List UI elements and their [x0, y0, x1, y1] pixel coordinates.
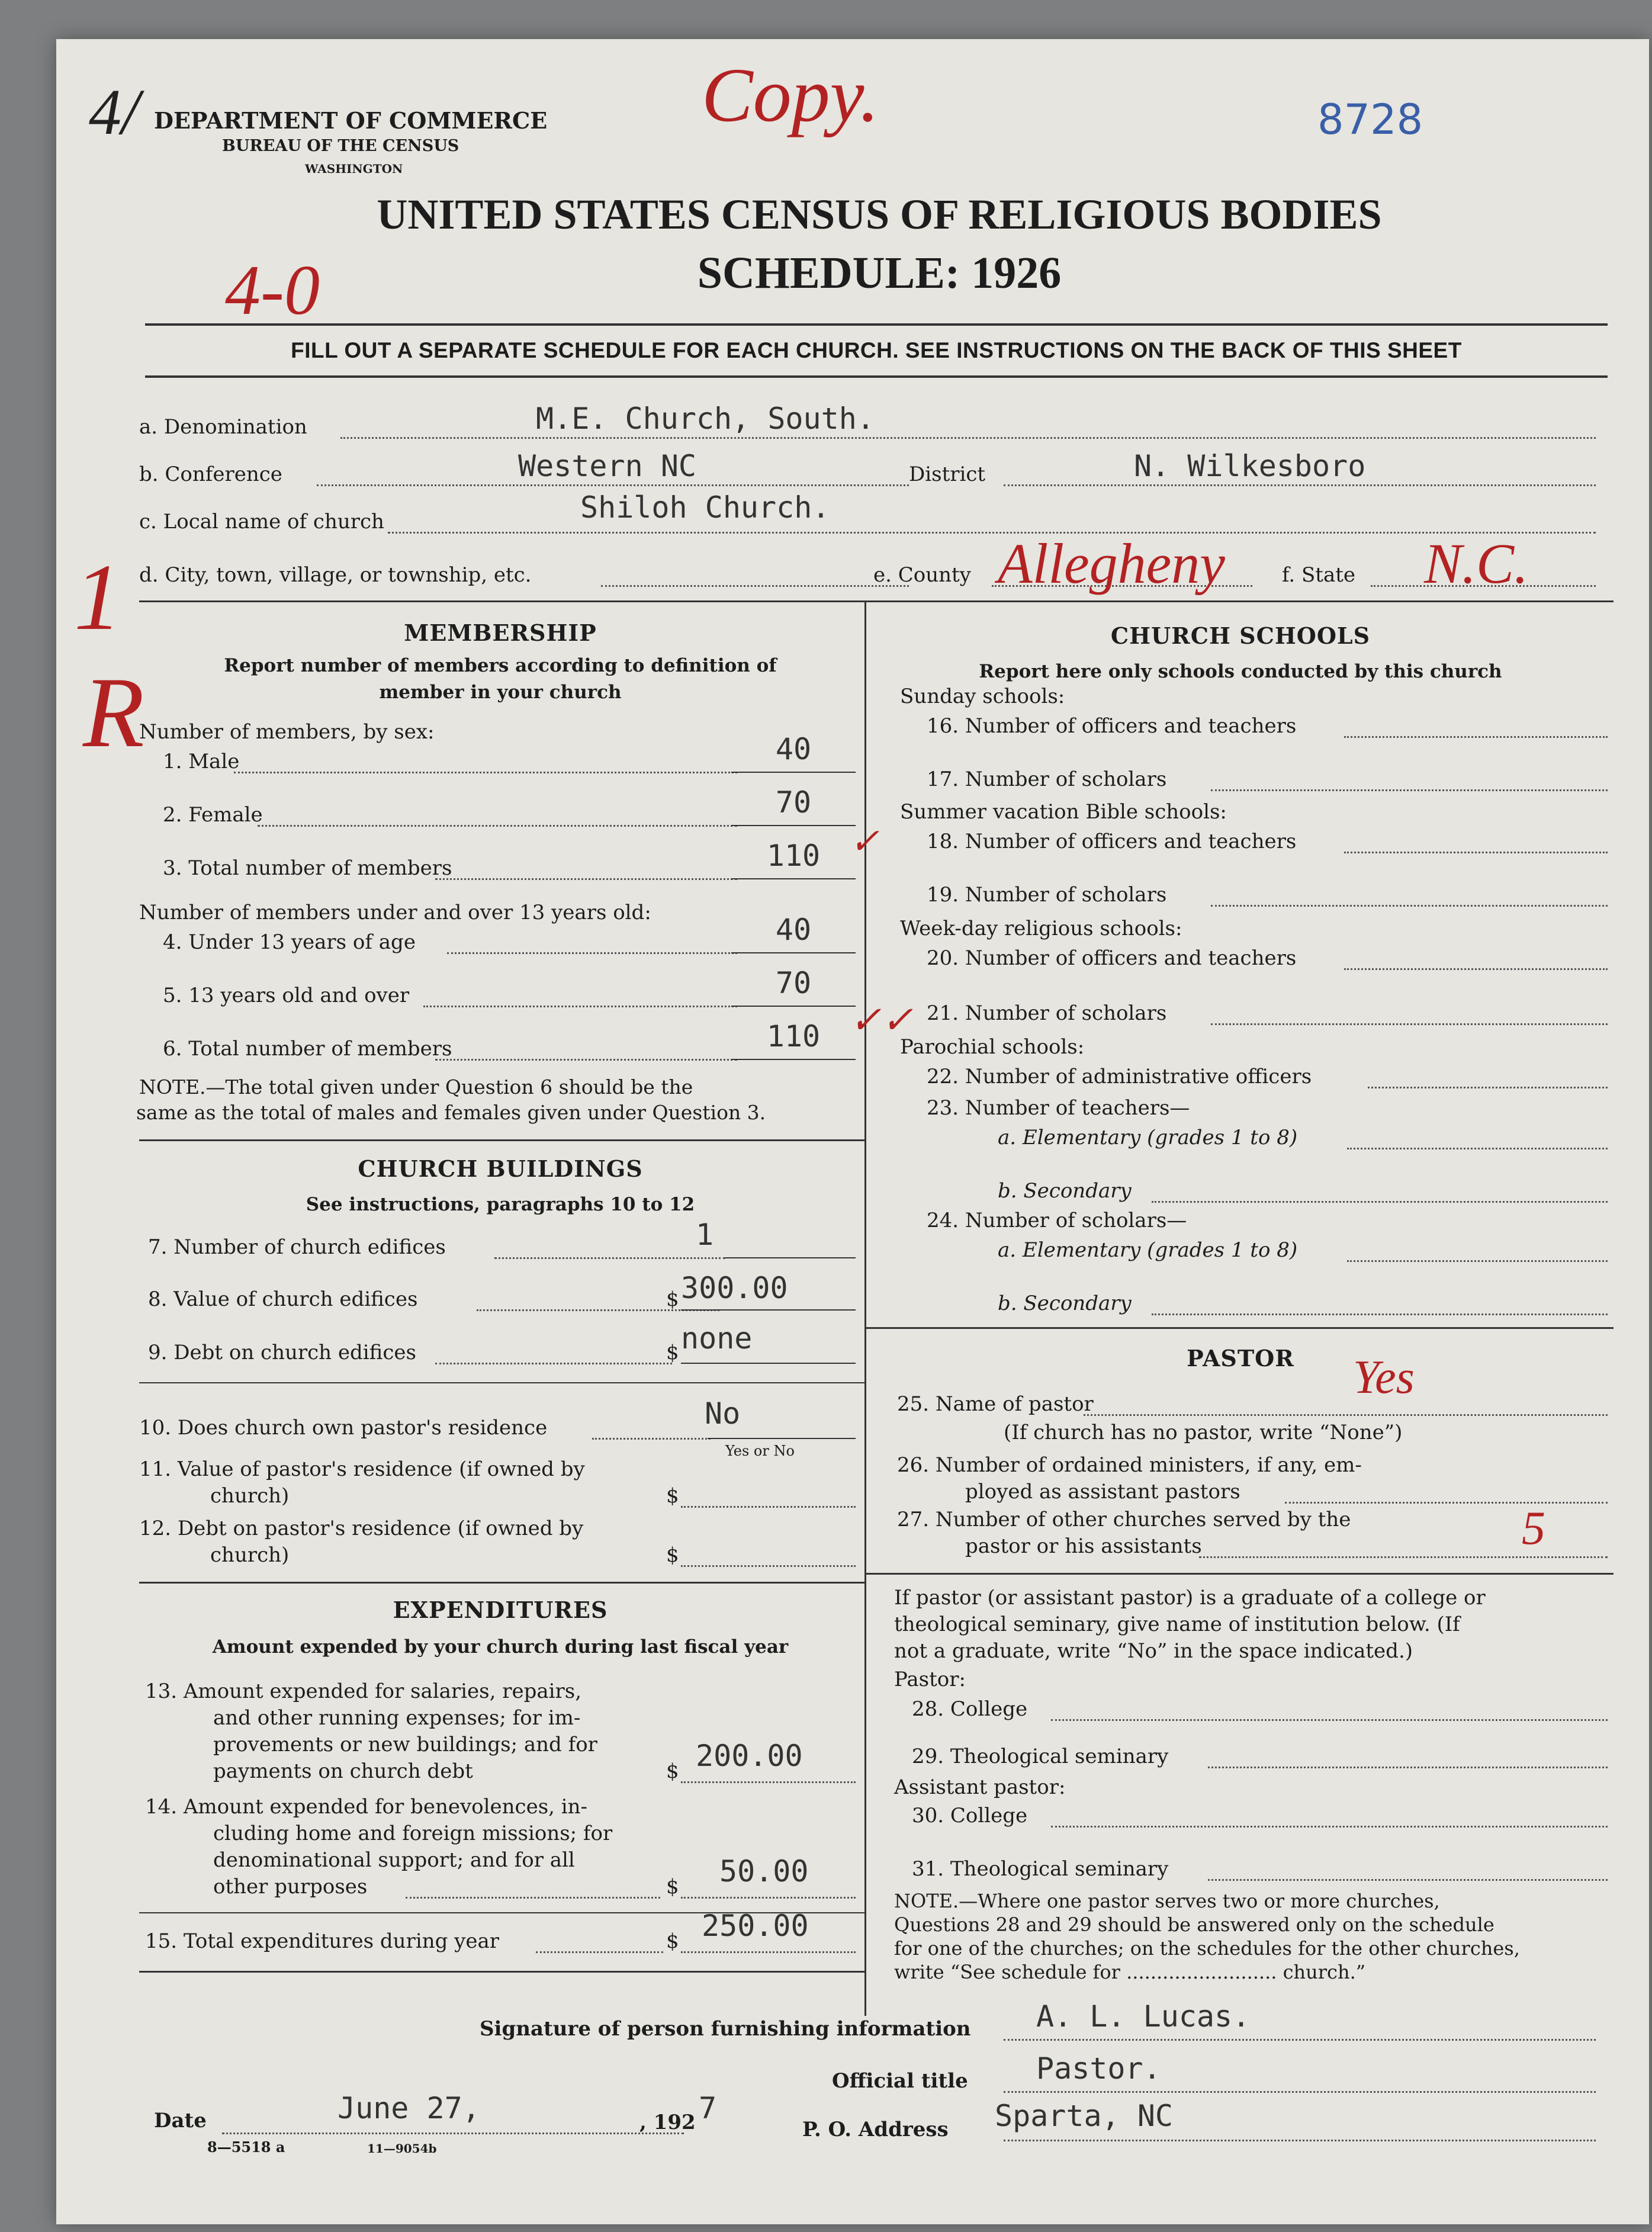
q10-dots	[592, 1438, 711, 1440]
q6-label: 6. Total number of members	[163, 1037, 452, 1061]
q27-line	[1199, 1556, 1608, 1558]
q10-label: 10. Does church own pastor's residence	[139, 1416, 548, 1440]
q17-line[interactable]	[1211, 789, 1608, 791]
q29-label: 29. Theological seminary	[912, 1745, 1169, 1768]
q11-line	[681, 1506, 856, 1508]
q30-line[interactable]	[1051, 1826, 1608, 1828]
q8-line	[681, 1309, 856, 1311]
q5-line	[731, 1006, 856, 1007]
pastor-sub-label: Pastor:	[894, 1668, 966, 1691]
signature-value[interactable]: A. L. Lucas.	[1036, 1999, 1251, 2034]
q28-label: 28. College	[912, 1697, 1028, 1721]
pastor-note-3: for one of the churches; on the schedules for the other churches,	[894, 1937, 1520, 1960]
q15-label: 15. Total expenditures during year	[145, 1929, 500, 1953]
q24-label: 24. Number of scholars—	[927, 1209, 1187, 1232]
city-line	[601, 585, 909, 587]
q23b-line[interactable]	[1152, 1201, 1608, 1203]
denomination-value[interactable]: M.E. Church, South.	[536, 402, 875, 436]
pastor-title: PASTOR	[1187, 1345, 1294, 1372]
q14-value-line	[681, 1897, 856, 1899]
q24b-line[interactable]	[1152, 1313, 1608, 1315]
q18-label: 18. Number of officers and teachers	[927, 830, 1297, 853]
q21-label: 21. Number of scholars	[927, 1001, 1167, 1025]
q9-line	[681, 1363, 856, 1364]
q4-value[interactable]: 40	[775, 913, 812, 947]
q28-line[interactable]	[1051, 1719, 1608, 1721]
form-subtitle: SCHEDULE: 1926	[697, 248, 1062, 298]
header-rule	[145, 323, 1608, 326]
pastor-note-4b: .........................	[1126, 1961, 1277, 1983]
q3-line	[731, 878, 856, 879]
city-label: d. City, town, village, or township, etc.	[139, 563, 532, 587]
q14-line-4: other purposes	[213, 1875, 368, 1899]
q4-dots	[447, 952, 737, 954]
q8-value[interactable]: 300.00	[681, 1271, 788, 1305]
summer-schools-label: Summer vacation Bible schools:	[900, 800, 1227, 824]
membership-intro-1: Report number of members according to definition of	[224, 655, 777, 676]
conference-line	[317, 484, 909, 486]
q9-value[interactable]: none	[681, 1321, 753, 1356]
schools-bottom-rule	[864, 1327, 1614, 1329]
q22-line[interactable]	[1368, 1087, 1608, 1088]
membership-bottom-rule	[139, 1139, 864, 1141]
q11-label-2: church)	[210, 1484, 290, 1508]
q16-label: 16. Number of officers and teachers	[927, 714, 1297, 738]
pastor-mid-rule	[864, 1573, 1614, 1575]
q17-label: 17. Number of scholars	[927, 767, 1167, 791]
q3-value[interactable]: 110	[766, 839, 821, 873]
official-title-value[interactable]: Pastor.	[1036, 2051, 1161, 2086]
q23b-label: b. Secondary	[998, 1179, 1132, 1203]
q18-line[interactable]	[1344, 852, 1608, 853]
q14-line-2: cluding home and foreign missions; for	[213, 1822, 613, 1845]
pastor-note-1: NOTE.—Where one pastor serves two or more churches,	[894, 1890, 1440, 1912]
members-by-sex-label: Number of members, by sex:	[139, 720, 435, 744]
q13-value[interactable]: 200.00	[696, 1739, 803, 1773]
q1-value[interactable]: 40	[775, 732, 812, 766]
q10-hint: Yes or No	[725, 1443, 795, 1459]
q25-value[interactable]: Yes	[1353, 1351, 1415, 1404]
membership-intro-2: member in your church	[379, 682, 622, 703]
q16-line[interactable]	[1344, 736, 1608, 738]
instruction-banner: FILL OUT A SEPARATE SCHEDULE FOR EACH CHURCH. SEE INSTRUCTIONS ON THE BACK OF THIS SHEET	[291, 338, 1462, 362]
local-name-value[interactable]: Shiloh Church.	[580, 490, 830, 525]
census-schedule-sheet	[56, 39, 1649, 2224]
pastor-note-2: Questions 28 and 29 should be answered only on the schedule	[894, 1913, 1494, 1936]
q26-label-2: ployed as assistant pastors	[965, 1480, 1240, 1504]
q7-dots	[494, 1257, 725, 1259]
county-value[interactable]: Allegheny	[998, 532, 1225, 595]
q14-line-1: 14. Amount expended for benevolences, in-	[145, 1795, 588, 1819]
q15-dots	[536, 1951, 663, 1953]
q26-label-1: 26. Number of ordained ministers, if any, em-	[897, 1453, 1362, 1477]
date-value[interactable]: June 27,	[338, 2091, 480, 2125]
q1-line	[731, 772, 856, 773]
q12-label-1: 12. Debt on pastor's residence (if owned by	[139, 1517, 584, 1540]
q1-label: 1. Male	[163, 750, 240, 773]
q2-value[interactable]: 70	[775, 785, 812, 820]
membership-note-1: NOTE.—The total given under Question 6 should be the	[139, 1075, 693, 1099]
check-mark-one: 1	[74, 544, 121, 650]
q6-line	[731, 1059, 856, 1060]
parochial-schools-label: Parochial schools:	[900, 1035, 1085, 1059]
code-mark: 4-0	[225, 251, 320, 329]
q15-value-line	[681, 1951, 856, 1953]
date-label: Date	[154, 2109, 207, 2133]
q24b-label: b. Secondary	[998, 1292, 1132, 1315]
conference-label: b. Conference	[139, 463, 282, 486]
q15-value[interactable]: 250.00	[702, 1909, 809, 1943]
q10-value[interactable]: No	[705, 1396, 741, 1431]
q6-value[interactable]: 110	[766, 1019, 821, 1054]
membership-note-2: same as the total of males and females given under Question 3.	[136, 1101, 766, 1124]
state-value[interactable]: N.C.	[1424, 532, 1529, 595]
district-value[interactable]: N. Wilkesboro	[1134, 449, 1366, 483]
q4-line	[731, 952, 856, 953]
q15-dollar: $	[666, 1929, 679, 1953]
q14-value[interactable]: 50.00	[719, 1854, 809, 1889]
q14-dots	[406, 1897, 660, 1899]
state-label: f. State	[1282, 563, 1355, 587]
expenditures-title: EXPENDITURES	[393, 1597, 608, 1623]
q26-line[interactable]	[1285, 1502, 1608, 1504]
q8-dollar: $	[666, 1287, 679, 1311]
conference-value[interactable]: Western NC	[518, 449, 697, 483]
identity-bottom-rule	[139, 600, 1614, 602]
form-title: UNITED STATES CENSUS OF RELIGIOUS BODIES	[377, 191, 1382, 238]
members-by-age-label: Number of members under and over 13 years old:	[139, 901, 651, 924]
signature-label: Signature of person furnishing information	[480, 2017, 971, 2041]
q9-dots	[435, 1363, 672, 1364]
expenditures-subtitle: Amount expended by your church during last fiscal year	[212, 1636, 789, 1658]
q3-dots	[435, 878, 737, 880]
assistant-sub-label: Assistant pastor:	[894, 1775, 1066, 1799]
left-bottom-rule	[139, 1971, 864, 1973]
q27-label-1: 27. Number of other churches served by the	[897, 1508, 1351, 1531]
year-value[interactable]: 7	[699, 2091, 717, 2125]
q12-line	[681, 1565, 856, 1567]
q3-check: ✓	[850, 822, 880, 861]
denomination-label: a. Denomination	[139, 415, 307, 439]
q9-label: 9. Debt on church edifices	[148, 1341, 416, 1364]
sunday-schools-label: Sunday schools:	[900, 685, 1065, 708]
buildings-title: CHURCH BUILDINGS	[358, 1155, 643, 1182]
pastor-note-4c: church.”	[1283, 1961, 1366, 1983]
district-label: District	[909, 463, 986, 486]
schools-title: CHURCH SCHOOLS	[1110, 622, 1371, 649]
q23a-label: a. Elementary (grades 1 to 8)	[998, 1126, 1298, 1149]
buildings-mid-rule	[139, 1382, 864, 1383]
q7-line	[725, 1257, 856, 1258]
pastor-note-4	[894, 1961, 1365, 1983]
local-name-line	[388, 532, 1596, 534]
q11-label-1: 11. Value of pastor's residence (if owned by	[139, 1457, 585, 1481]
banner-rule	[145, 375, 1608, 378]
corner-mark: 4/	[89, 76, 140, 148]
q27-label-2: pastor or his assistants	[965, 1534, 1202, 1558]
county-label: e. County	[873, 563, 971, 587]
city-name: WASHINGTON	[305, 162, 403, 176]
q23a-line[interactable]	[1347, 1148, 1608, 1149]
q5-value[interactable]: 70	[775, 966, 812, 1000]
form-code: 8—5518 a	[207, 2138, 285, 2156]
q22-label: 22. Number of administrative officers	[927, 1065, 1312, 1088]
q13-value-line	[681, 1781, 856, 1783]
year-prefix: , 192	[639, 2111, 696, 2134]
q13-line-2: and other running expenses; for im-	[213, 1706, 581, 1730]
grad-note-1: If pastor (or assistant pastor) is a graduate of a college or	[894, 1586, 1486, 1610]
q6-dots	[435, 1059, 737, 1061]
q2-label: 2. Female	[163, 803, 263, 827]
grad-note-3: not a graduate, write “No” in the space indicated.)	[894, 1639, 1413, 1663]
q6-check: ✓✓	[850, 999, 914, 1041]
q10-line	[708, 1438, 856, 1439]
district-line	[1004, 484, 1596, 486]
q25-note: (If church has no pastor, write “None”)	[1004, 1421, 1403, 1444]
pastor-note-4a: write “See schedule for	[894, 1961, 1120, 1983]
buildings-subtitle: See instructions, paragraphs 10 to 12	[306, 1194, 695, 1215]
q20-label: 20. Number of officers and teachers	[927, 946, 1297, 970]
q4-label: 4. Under 13 years of age	[163, 930, 416, 954]
bureau-name: BUREAU OF THE CENSUS	[222, 137, 459, 155]
q21-line[interactable]	[1211, 1023, 1608, 1025]
column-divider	[864, 600, 866, 2016]
q19-line[interactable]	[1211, 905, 1608, 907]
membership-title: MEMBERSHIP	[404, 619, 597, 646]
q20-line[interactable]	[1344, 968, 1608, 970]
buildings-bottom-rule	[139, 1582, 864, 1584]
stamp-number: 8728	[1317, 95, 1423, 144]
official-title-label: Official title	[832, 2069, 968, 2093]
q31-line[interactable]	[1208, 1879, 1608, 1881]
q27-value[interactable]: 5	[1522, 1502, 1545, 1555]
q25-label: 25. Name of pastor	[897, 1392, 1094, 1416]
po-address-label: P. O. Address	[802, 2118, 949, 2141]
weekday-schools-label: Week-day religious schools:	[900, 917, 1182, 940]
signature-line	[1004, 2039, 1596, 2041]
denomination-line	[340, 437, 1596, 439]
q2-dots	[258, 825, 737, 827]
q24a-line[interactable]	[1347, 1260, 1608, 1262]
q13-dollar: $	[666, 1759, 679, 1783]
department-name: DEPARTMENT OF COMMERCE	[154, 107, 548, 134]
date-line	[222, 2133, 684, 2134]
q29-line[interactable]	[1208, 1767, 1608, 1768]
q12-label-2: church)	[210, 1543, 290, 1567]
local-name-label: c. Local name of church	[139, 510, 384, 534]
q5-dots	[423, 1006, 737, 1007]
q23-label: 23. Number of teachers—	[927, 1096, 1190, 1120]
q13-line-1: 13. Amount expended for salaries, repairs,	[145, 1679, 582, 1703]
q3-label: 3. Total number of members	[163, 856, 452, 880]
q13-line-3: provements or new buildings; and for	[213, 1733, 597, 1756]
q14-dollar: $	[666, 1875, 679, 1899]
q7-label: 7. Number of church edifices	[148, 1235, 446, 1259]
q5-label: 5. 13 years old and over	[163, 984, 410, 1007]
letter-r-mark: R	[83, 657, 144, 768]
q13-line-4: payments on church debt	[213, 1759, 473, 1783]
print-code: 11—9054b	[367, 2141, 437, 2156]
q24a-label: a. Elementary (grades 1 to 8)	[998, 1238, 1298, 1262]
po-address-value[interactable]: Sparta, NC	[995, 2099, 1174, 2133]
q11-dollar: $	[666, 1484, 679, 1508]
q1-dots	[234, 772, 737, 773]
po-address-line	[1004, 2140, 1596, 2141]
q8-label: 8. Value of church edifices	[148, 1287, 418, 1311]
q2-line	[731, 825, 856, 826]
official-title-line	[1004, 2091, 1596, 2093]
copy-mark: Copy.	[702, 53, 879, 138]
grad-note-2: theological seminary, give name of institution below. (If	[894, 1613, 1460, 1636]
q9-dollar: $	[666, 1341, 679, 1364]
q12-dollar: $	[666, 1543, 679, 1567]
q14-line-3: denominational support; and for all	[213, 1848, 575, 1872]
q25-line	[1084, 1414, 1608, 1416]
q7-value[interactable]: 1	[696, 1218, 714, 1252]
q30-label: 30. College	[912, 1804, 1028, 1828]
schools-subtitle: Report here only schools conducted by this church	[979, 661, 1502, 682]
q19-label: 19. Number of scholars	[927, 883, 1167, 907]
q31-label: 31. Theological seminary	[912, 1857, 1169, 1881]
